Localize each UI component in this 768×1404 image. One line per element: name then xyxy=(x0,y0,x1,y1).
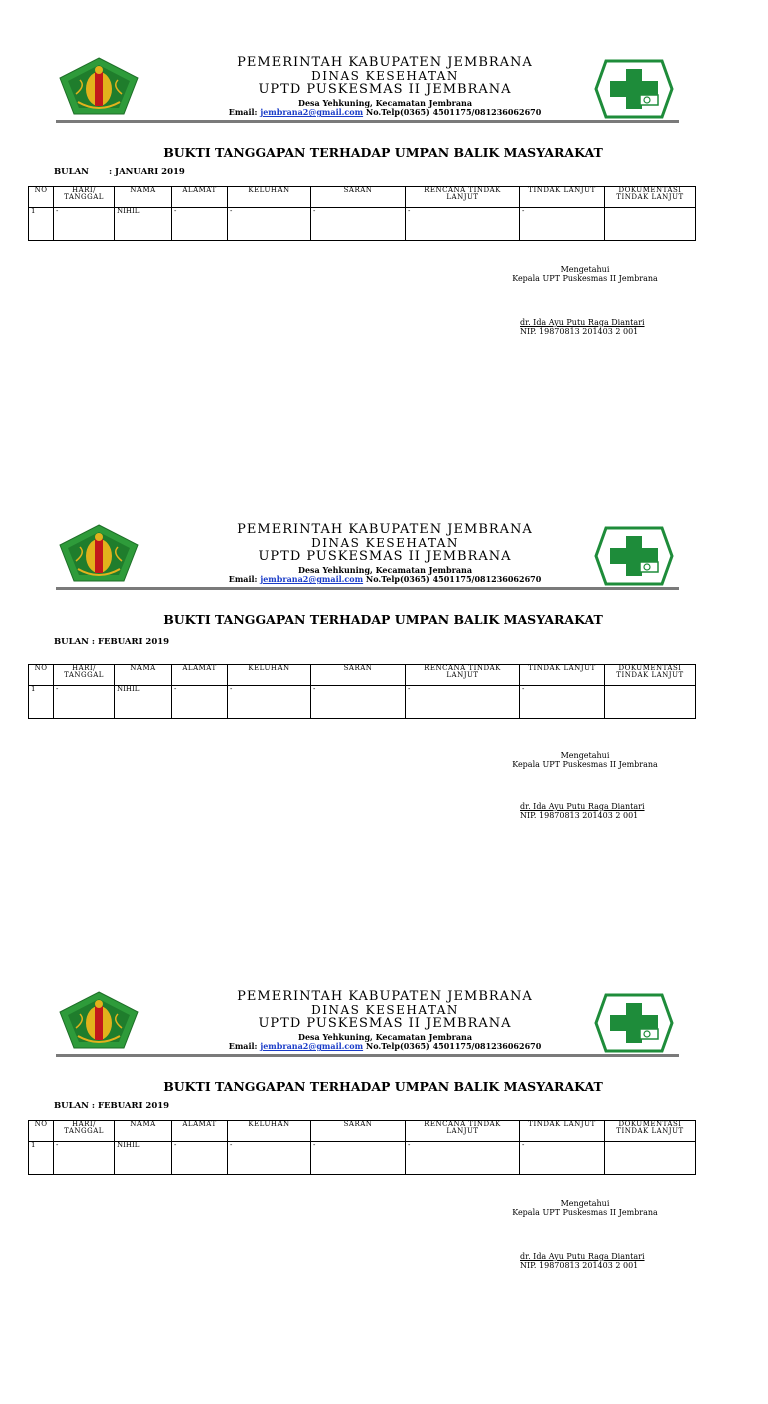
table-cell: - xyxy=(406,686,520,719)
document-title: BUKTI TANGGAPAN TERHADAP UMPAN BALIK MASYARAKAT xyxy=(163,1079,603,1094)
month-label-text: BULAN xyxy=(54,167,89,177)
column-header: KELUHAN xyxy=(228,187,311,208)
signature-name: dr. Ida Ayu Putu Raga Diantari xyxy=(520,318,645,327)
table-header-row xyxy=(29,665,696,686)
month-label-text: BULAN : FEBUARI 2019 xyxy=(54,637,170,647)
column-header: KELUHAN xyxy=(228,1121,311,1142)
letterhead-unit: UPTD PUSKESMAS II JEMBRANA xyxy=(258,549,512,564)
phone-text: No.Telp(0365) 4501175/081236062670 xyxy=(365,1041,542,1051)
column-header: DOKUMENTASI TINDAK LANJUT xyxy=(605,1121,696,1142)
letterhead-agency: DINAS KESEHATAN xyxy=(311,69,459,83)
column-header: ALAMAT xyxy=(172,665,228,686)
table-cell: - xyxy=(406,208,520,241)
letterhead-divider xyxy=(56,1054,679,1057)
column-header: HARI/ TANGGAL xyxy=(54,665,115,686)
column-header: NAMA xyxy=(115,1121,172,1142)
signature-nip: NIP. 19870813 201403 2 001 xyxy=(520,1261,639,1271)
feedback-table xyxy=(28,664,696,719)
table-cell xyxy=(605,208,696,241)
signature-acknowledged: Mengetahui xyxy=(560,751,610,760)
phone-text: No.Telp(0365) 4501175/081236062670 xyxy=(365,107,542,117)
document-section-1 xyxy=(0,0,768,470)
table-cell: - xyxy=(520,208,605,241)
table-cell: NIHIL xyxy=(115,1142,172,1175)
letterhead-divider xyxy=(56,120,679,123)
signature-block xyxy=(500,265,670,283)
letterhead-contact xyxy=(190,575,580,583)
document-section-3 xyxy=(0,934,768,1404)
letterhead-divider xyxy=(56,587,679,590)
feedback-table xyxy=(28,1120,696,1175)
signature-position: Kepala UPT Puskesmas II Jembrana xyxy=(512,1208,658,1218)
month-value: : JANUARI 2019 xyxy=(108,167,185,177)
column-header: KELUHAN xyxy=(228,665,311,686)
letterhead xyxy=(190,523,580,583)
table-cell: - xyxy=(172,686,228,719)
table-cell: - xyxy=(54,686,115,719)
table-cell: 1 xyxy=(29,686,54,719)
column-header: RENCANA TINDAK LANJUT xyxy=(406,187,520,208)
column-header: NO xyxy=(29,187,54,208)
signature-acknowledged: Mengetahui xyxy=(560,1199,610,1208)
letterhead-contact xyxy=(190,108,580,116)
table-cell: - xyxy=(172,208,228,241)
column-header: NAMA xyxy=(115,665,172,686)
column-header: SARAN xyxy=(311,665,406,686)
regency-emblem-icon xyxy=(56,990,142,1050)
signature-block xyxy=(500,1199,670,1217)
signature-nip: NIP. 19870813 201403 2 001 xyxy=(520,327,639,337)
signature-name: dr. Ida Ayu Putu Raga Diantari xyxy=(520,802,645,811)
table-cell: - xyxy=(520,686,605,719)
column-header: ALAMAT xyxy=(172,187,228,208)
table-cell: - xyxy=(228,1142,311,1175)
letterhead-government: PEMERINTAH KABUPATEN JEMBRANA xyxy=(237,989,533,1004)
month-label xyxy=(54,637,169,647)
email-label: Email: xyxy=(228,107,258,117)
table-cell: - xyxy=(172,1142,228,1175)
letterhead-unit: UPTD PUSKESMAS II JEMBRANA xyxy=(258,82,512,97)
letterhead-address: Desa Yehkuning, Kecamatan Jembrana xyxy=(298,98,472,108)
letterhead-unit: UPTD PUSKESMAS II JEMBRANA xyxy=(258,1016,512,1031)
signature-name-block xyxy=(520,318,690,336)
letterhead-agency: DINAS KESEHATAN xyxy=(311,1003,459,1017)
signature-position: Kepala UPT Puskesmas II Jembrana xyxy=(512,760,658,770)
letterhead-government: PEMERINTAH KABUPATEN JEMBRANA xyxy=(237,522,533,537)
signature-name-block xyxy=(520,1252,690,1270)
column-header: HARI/ TANGGAL xyxy=(54,1121,115,1142)
month-label-text: BULAN : FEBUARI 2019 xyxy=(54,1101,170,1111)
table-header-row xyxy=(29,1121,696,1142)
column-header: TINDAK LANJUT xyxy=(520,665,605,686)
email-label: Email: xyxy=(228,1041,258,1051)
table-cell: - xyxy=(311,1142,406,1175)
puskesmas-cross-icon xyxy=(594,993,674,1053)
letterhead xyxy=(190,990,580,1050)
letterhead-government: PEMERINTAH KABUPATEN JEMBRANA xyxy=(237,55,533,70)
month-label xyxy=(54,167,185,177)
column-header: ALAMAT xyxy=(172,1121,228,1142)
table-cell: NIHIL xyxy=(115,208,172,241)
signature-name-block xyxy=(520,802,690,820)
table-cell: - xyxy=(311,686,406,719)
table-cell: - xyxy=(406,1142,520,1175)
month-label xyxy=(54,1101,169,1111)
letterhead xyxy=(190,56,580,116)
signature-name: dr. Ida Ayu Putu Raga Diantari xyxy=(520,1252,645,1261)
table-cell: - xyxy=(54,1142,115,1175)
regency-emblem-icon xyxy=(56,523,142,583)
document-title: BUKTI TANGGAPAN TERHADAP UMPAN BALIK MASYARAKAT xyxy=(163,612,603,627)
email-link[interactable]: jembrana2@gmail.com xyxy=(260,574,364,584)
puskesmas-cross-icon xyxy=(594,526,674,586)
email-link[interactable]: jembrana2@gmail.com xyxy=(260,1041,364,1051)
document-title: BUKTI TANGGAPAN TERHADAP UMPAN BALIK MASYARAKAT xyxy=(163,145,603,160)
table-cell: - xyxy=(54,208,115,241)
table-cell: NIHIL xyxy=(115,686,172,719)
table-row xyxy=(29,208,696,241)
column-header: SARAN xyxy=(311,1121,406,1142)
column-header: NO xyxy=(29,1121,54,1142)
column-header: DOKUMENTASI TINDAK LANJUT xyxy=(605,665,696,686)
signature-acknowledged: Mengetahui xyxy=(560,265,610,274)
feedback-table xyxy=(28,186,696,241)
document-section-2 xyxy=(0,467,768,937)
puskesmas-cross-icon xyxy=(594,59,674,119)
email-link[interactable]: jembrana2@gmail.com xyxy=(260,107,364,117)
signature-position: Kepala UPT Puskesmas II Jembrana xyxy=(512,274,658,284)
phone-text: No.Telp(0365) 4501175/081236062670 xyxy=(365,574,542,584)
email-label: Email: xyxy=(228,574,258,584)
table-cell: 1 xyxy=(29,1142,54,1175)
column-header: SARAN xyxy=(311,187,406,208)
table-cell: - xyxy=(228,208,311,241)
table-cell: - xyxy=(311,208,406,241)
table-cell xyxy=(605,686,696,719)
table-row xyxy=(29,1142,696,1175)
table-row xyxy=(29,686,696,719)
letterhead-contact xyxy=(190,1042,580,1050)
column-header: HARI/ TANGGAL xyxy=(54,187,115,208)
column-header: NAMA xyxy=(115,187,172,208)
column-header: RENCANA TINDAK LANJUT xyxy=(406,665,520,686)
letterhead-agency: DINAS KESEHATAN xyxy=(311,536,459,550)
table-header-row xyxy=(29,187,696,208)
letterhead-address: Desa Yehkuning, Kecamatan Jembrana xyxy=(298,1032,472,1042)
column-header: DOKUMENTASI TINDAK LANJUT xyxy=(605,187,696,208)
table-cell: - xyxy=(520,1142,605,1175)
table-cell: 1 xyxy=(29,208,54,241)
column-header: RENCANA TINDAK LANJUT xyxy=(406,1121,520,1142)
column-header: TINDAK LANJUT xyxy=(520,187,605,208)
column-header: NO xyxy=(29,665,54,686)
table-cell xyxy=(605,1142,696,1175)
column-header: TINDAK LANJUT xyxy=(520,1121,605,1142)
table-cell: - xyxy=(228,686,311,719)
signature-nip: NIP. 19870813 201403 2 001 xyxy=(520,811,639,821)
signature-block xyxy=(500,751,670,769)
regency-emblem-icon xyxy=(56,56,142,116)
letterhead-address: Desa Yehkuning, Kecamatan Jembrana xyxy=(298,565,472,575)
